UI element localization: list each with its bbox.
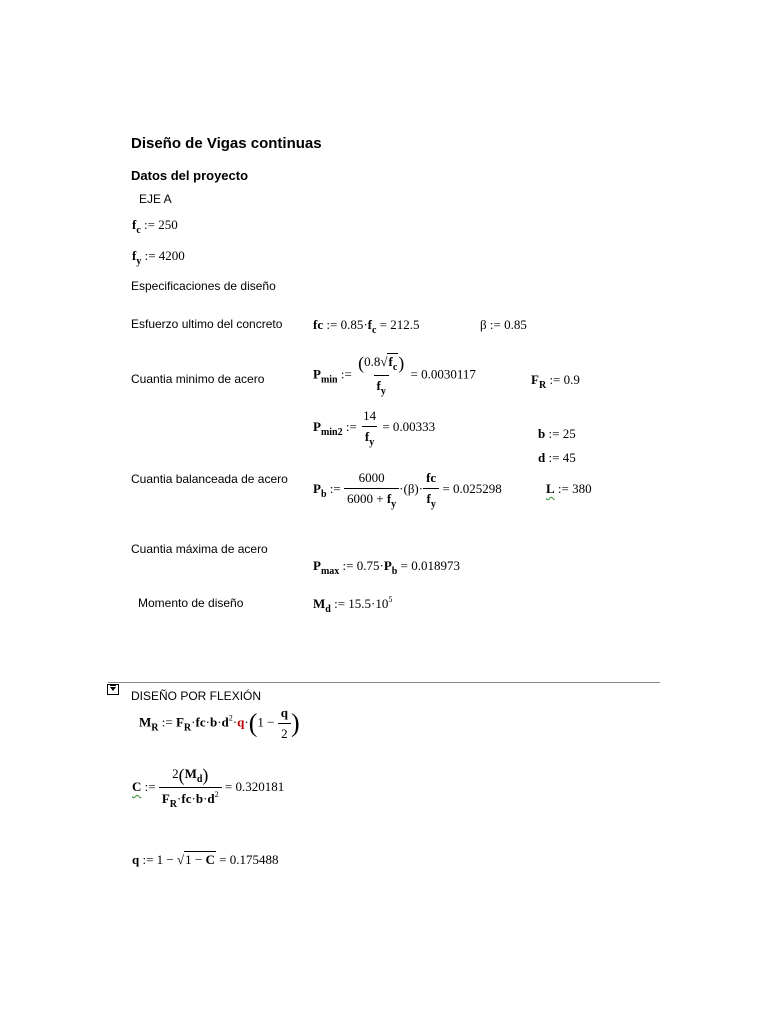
pmax-coef: 0.75	[356, 558, 380, 573]
mr-equation[interactable]: $M_R$ := $F_R\cdot fc\cdot b\cdot d^2\cdot q\cdot(1$ − $\frac{q}{2}$ )	[139, 705, 300, 741]
pmin-coef: 0.8	[364, 354, 381, 369]
fc-coef: 0.85	[340, 317, 364, 332]
l-definition[interactable]: L := 380	[546, 481, 592, 496]
label-cuantia-max: Cuantia máxima de acero	[131, 542, 268, 556]
section-subtitle: Datos del proyecto	[131, 168, 249, 183]
md-coef: 15.5	[348, 596, 372, 611]
fy-value: 4200	[158, 248, 185, 263]
pb-result: 0.025298	[453, 480, 502, 496]
region-divider	[108, 682, 660, 683]
beta-value: 0.85	[504, 317, 527, 332]
collapse-region-toggle-icon[interactable]	[107, 684, 119, 695]
pmax-result: 0.018973	[411, 558, 460, 573]
pmin2-fraction: $\frac{14}{f_y}$	[360, 408, 379, 448]
c-coef: 2	[172, 766, 179, 781]
pmax-equation[interactable]: $P_{max}$ := $0.75\cdot P_b = 0.018973$	[313, 558, 460, 577]
q-result: 0.175488	[229, 852, 279, 867]
md-equation[interactable]: $M_d$ := $15.5\cdot 10^5$	[313, 595, 393, 615]
spec-heading: Especificaciones de diseño	[131, 279, 276, 293]
md-exponent: 5	[388, 595, 393, 604]
fr-value: 0.9	[563, 372, 580, 387]
page-title: Diseño de Vigas continuas	[131, 135, 322, 152]
axis-label: EJE A	[139, 192, 172, 206]
pmin2-equation[interactable]: $P_{min2}$ := $\frac{14}{f_y}$ = 0.00333	[313, 408, 436, 448]
fc-equation[interactable]: fc := $0.85\cdot f_c = 212.5$	[313, 317, 420, 336]
pmin-result: 0.0030117	[421, 366, 476, 382]
pb-fraction: $\frac{6000}{6000 + f_y}$	[344, 470, 399, 510]
beta-definition[interactable]: β := 0.85	[480, 317, 527, 332]
d-value: 45	[562, 450, 576, 465]
label-momento: Momento de diseño	[138, 596, 244, 610]
c-result: 0.320181	[235, 778, 285, 794]
pb-fc-fy-fraction: $\frac{fc}{f_y}$	[423, 470, 439, 510]
label-cuantia-min: Cuantia minimo de acero	[131, 372, 265, 386]
fy-definition[interactable]: $f_y$ := 4200	[132, 248, 185, 267]
flexion-heading: DISEÑO POR FLEXIÓN	[131, 689, 262, 703]
c-equation[interactable]: C := $\frac{2(M_d)}{F_R\cdot fc\cdot b\cdot d^2}$ = 0.320181	[132, 765, 285, 810]
pmin-equation[interactable]: $P_{min}$ := $\frac{(0.8√f_c)}{f_y}$ = 0.0030117	[313, 353, 476, 397]
fr-definition[interactable]: $F_R$ := 0.9	[531, 372, 580, 391]
pmin2-result: 0.00333	[392, 418, 436, 434]
pb-den-const: 6000	[346, 491, 373, 506]
b-definition[interactable]: b := 25	[538, 426, 576, 441]
pmin2-numerator: 14	[363, 408, 377, 423]
mr-q-fraction: $\frac{q}{2}$	[278, 705, 291, 742]
b-value: 25	[562, 426, 576, 441]
label-cuantia-bal: Cuantia balanceada de acero	[131, 472, 288, 486]
l-value: 380	[572, 481, 592, 496]
pb-numerator: 6000	[358, 470, 385, 485]
c-fraction: $\frac{2(M_d)}{F_R\cdot fc\cdot b\cdot d^2}$	[159, 766, 222, 810]
pmin-fraction: $\frac{(0.8√f_c)}{f_y}$	[358, 353, 405, 397]
fc-definition[interactable]: $f_c$ := 250	[132, 217, 178, 236]
q-equation[interactable]: q := 1 − √1 − C = 0.175488	[132, 852, 279, 867]
fc-result: 212.5	[390, 317, 420, 332]
md-base: 10	[375, 596, 389, 611]
pb-equation[interactable]: $P_b$ := $\frac{6000}{6000 + f_y}$ ·(β)· $\frac{fc}{f_y}$ = 0.025298	[313, 470, 502, 510]
d-definition[interactable]: d := 45	[538, 450, 576, 465]
fc-value: 250	[158, 217, 178, 232]
label-esfuerzo: Esfuerzo ultimo del concreto	[131, 317, 283, 331]
